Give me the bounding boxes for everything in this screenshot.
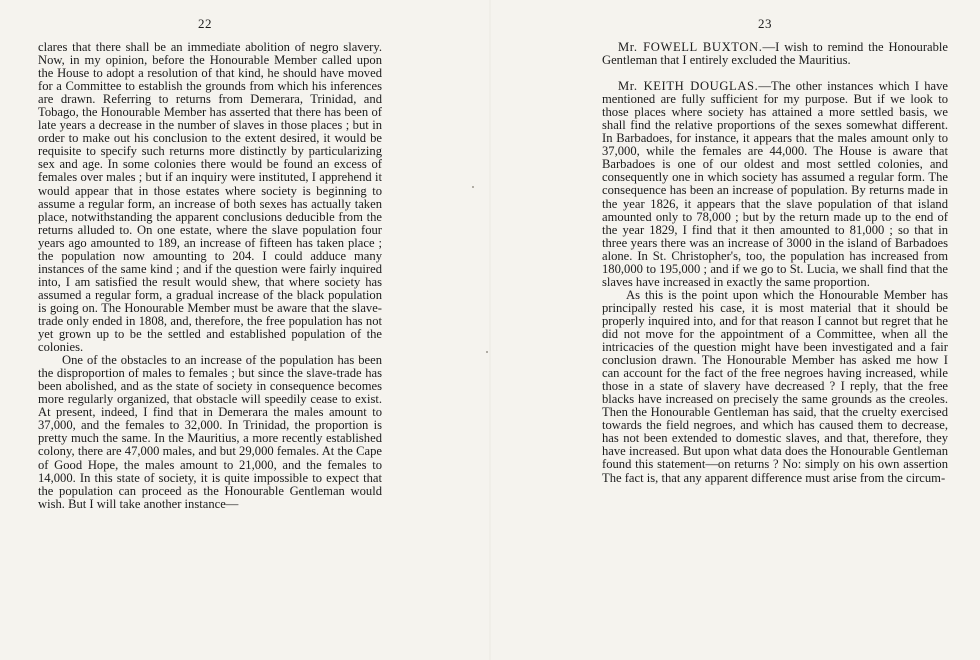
speech-text: —The other instances which I have mentioned are fully sufficient for my purpose. But if we look to those places where society has attained a more settled basis, we shall find the relative proportions of the sexes somewhat different. In Barbadoes, for instance, it appears that the males amount only to 37,000, while the females are 44,000. The House is aware that Barbadoes is one of our oldest and most settled colonies, and consequently one in which society has assumed a regular form. The consequence has been an increase of population. By returns made in the year 1826, it appears that the slave population of that island amounted only to 78,000 ; but by the return made up to the end of the year 1829, I find that it then amounted to 81,000 ; so that in three years there was an increase of 3000 in the island of Barbadoes alone. In St. Christopher's, too, the population has increased from 180,000 to 195,000 ; and if we go to St. Lucia, we shall find that the slaves have increased in exactly the same proportion.: [602, 79, 949, 289]
left-page-number: 22: [198, 16, 212, 31]
speaker-name: Mr. KEITH DOUGLAS.: [618, 79, 759, 94]
right-paragraph-2: [602, 80, 948, 289]
speaker-name: Mr. FOWELL BUXTON.: [618, 40, 763, 54]
print-speck: [486, 351, 488, 353]
speech-text: As this is the point upon which the Honourable Member has principally rested his case, it is most material that it should be properly inquired into, and for that reason I cannot but regret that he did not move for the appointment of a Committee, when all the intricacies of the question might have been investigated and a fair conclusion drawn. The Honourable Member has asked me how I can account for the fact of the free negroes having increased, while those in a state of slavery have decreased ? I reply, that the free blacks have increased on precisely the same grounds as the creoles. Then the Honourable Gentleman has said, that the cruelty exercised towards the field negroes, and which has caused them to decrease, has not been extended to domestic slaves, and that, therefore, they have increased. But upon what data does the Honourable Gentleman found this statement—on returns ? No: simply on his own assertion The fact is, that any apparent difference must arise from the circum-: [602, 287, 948, 485]
right-paragraph-1: [602, 41, 948, 67]
right-paragraph-3: [602, 289, 948, 485]
right-page-number: 23: [758, 16, 772, 31]
left-paragraph-1: clares that there shall be an immediate abolition of negro slavery. Now, in my opinion, before the Honourable Member called upon the House to adopt a resolution of that kind, he should have moved for a Committee to establish the grounds from which his inferences are drawn. Referring to returns from Demerara, Trinidad, and Tobago, the Honourable Member has asserted that there has been of late years a decrease in the number of slaves in those places ; but in order to make out his conclusion to the extent desired, it would be requisite to specify such returns more distinctly by particularizing sex and age. In some colonies there would be found an excess of females over males ; but if an inquiry were instituted, I apprehend it would appear that in those estates where society is beginning to assume a regular form, an increase of both sexes has actually taken place, notwithstanding the apparent conclusions deducible from the returns alluded to. On one estate, where the slave population four years ago amounted to 189, an increase of fifteen has taken place ; the population now amounting to 204. I could adduce many instances of the same kind ; and if the question were fairly inquired into, I am satisfied the result would shew, that where society has assumed a regular form, a gradual increase of the black population is going on. The Honourable Member must be aware that the slave-trade only ended in 1808, and, therefore, the free population has not yet grown up to be the settled and established population of the colonies.: [38, 40, 382, 355]
left-paragraph-2: One of the obstacles to an increase of the population has been the disproportion of males to females ; but since the slave-trade has been abolished, and as the state of society in consequence becomes more regularly organized, that obstacle will speedily cease to exist. At present, indeed, I find that in Demerara the males amount to 37,000, and the females to 32,000. In Trinidad, the proportion is pretty much the same. In the Mauritius, a more recently established colony, there are 47,000 males, and but 29,000 females. At the Cape of Good Hope, the males amount to 21,000, and the females to 14,000. In this state of society, it is quite impossible to expect that the population can proceed as the Honourable Gentleman would wish. But I will take another instance—: [38, 353, 382, 511]
print-speck: [472, 186, 474, 188]
speech-text: —I wish to remind the Honourable Gentleman that I entirely excluded the Mauritius.: [602, 40, 948, 68]
left-page-text: [38, 41, 382, 511]
right-page: [490, 0, 980, 660]
right-page-text: [602, 41, 948, 485]
